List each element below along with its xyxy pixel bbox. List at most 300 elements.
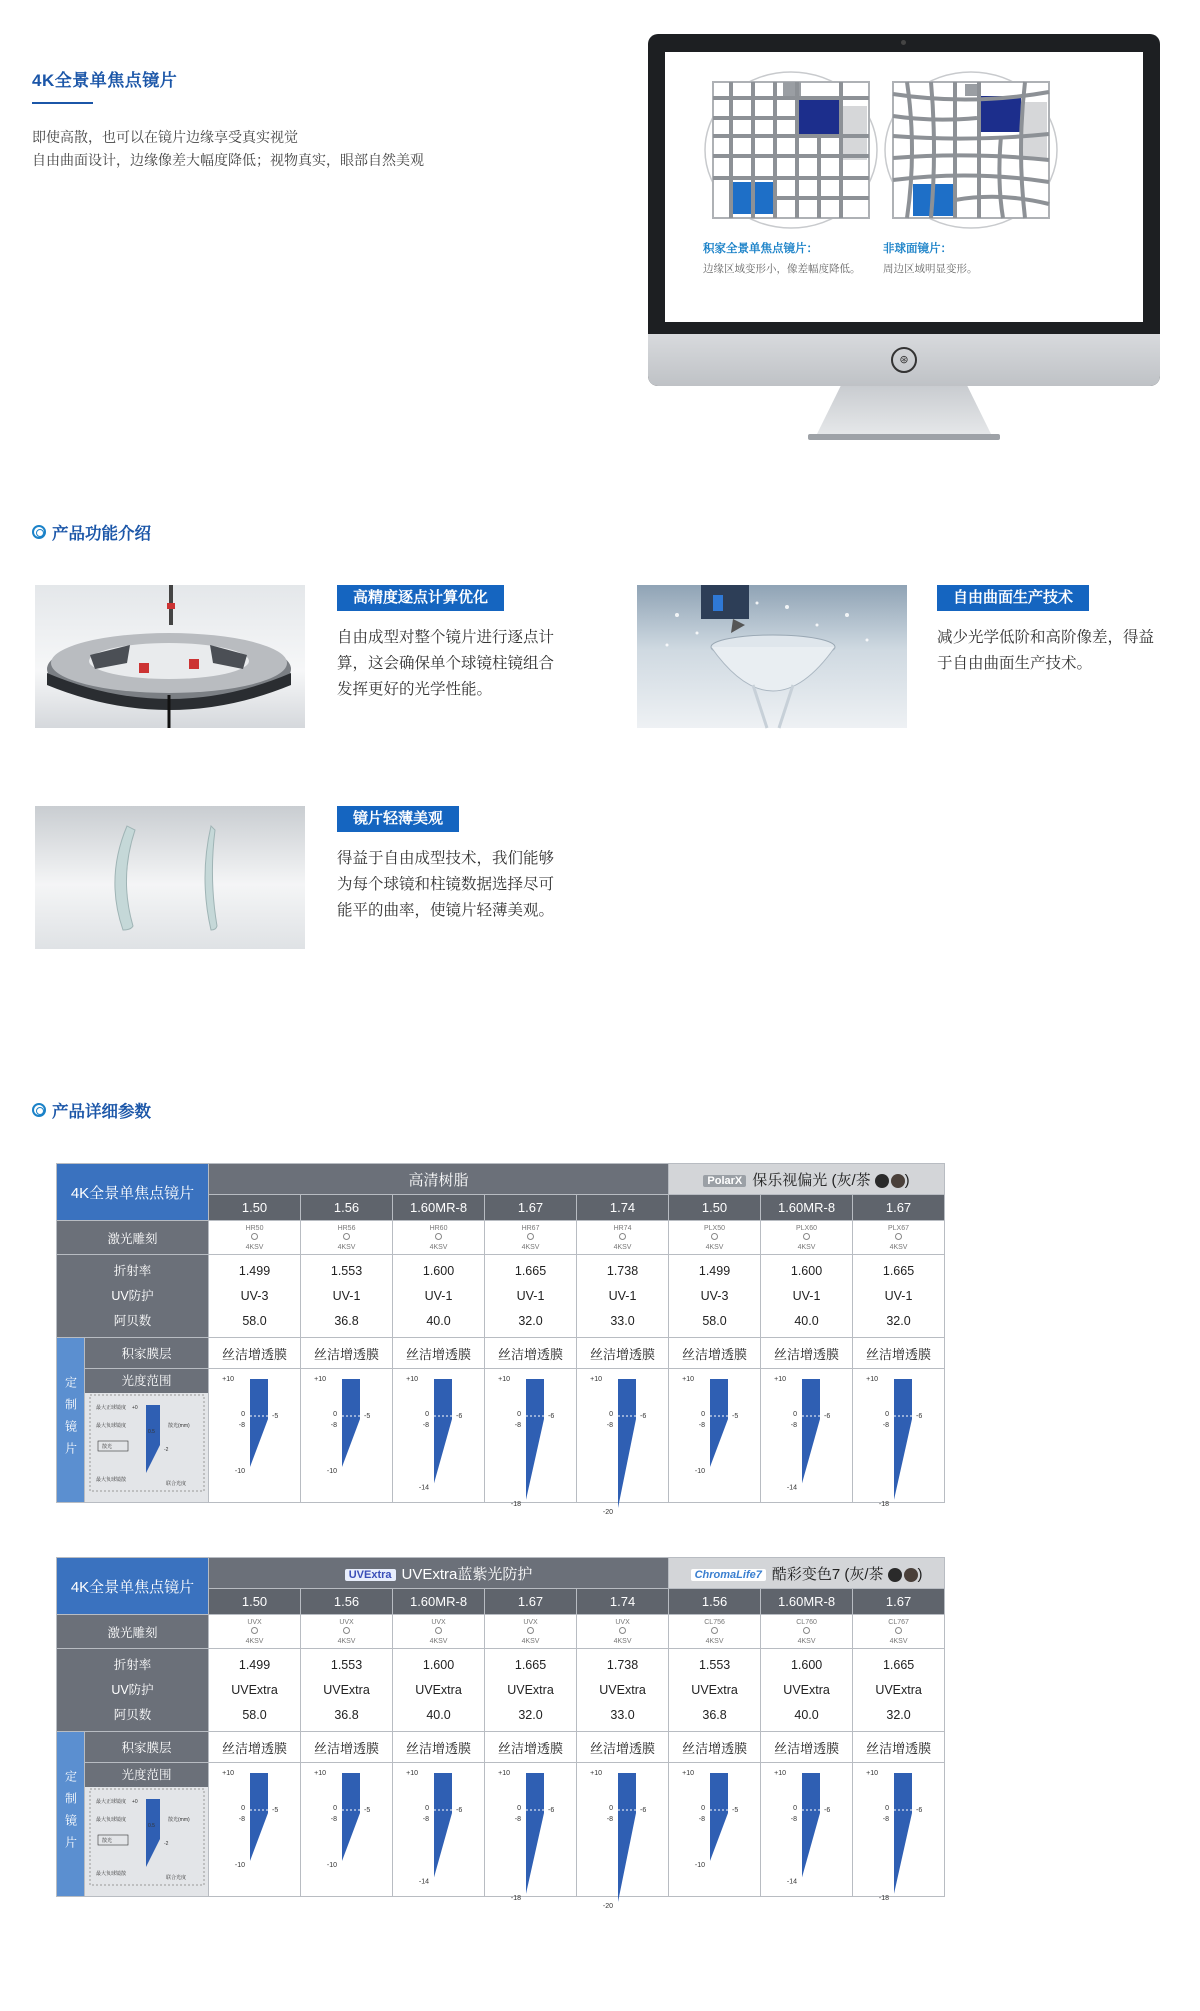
power-range-chart: [212, 1369, 298, 1499]
engrave-mark: [577, 1615, 669, 1649]
engrave-circle-icon: [853, 1233, 944, 1243]
engrave-circle-icon: [393, 1627, 484, 1637]
spec-values: [853, 1649, 945, 1732]
feature-tag-freeform: 自由曲面生产技术: [937, 585, 1089, 611]
power-range-label-bottom: -14: [786, 1878, 797, 1886]
power-range-label-mid: -8: [606, 1816, 613, 1823]
group-header-b-text: 酷彩变色7 (灰/茶: [771, 1565, 884, 1583]
legend-label: 0.5: [147, 1429, 155, 1435]
power-range-label-top: +10: [865, 1376, 878, 1383]
uv-value: UVExtra: [875, 1682, 922, 1697]
power-range-label: 光度范围: [85, 1369, 208, 1393]
refraction-value: 1.553: [698, 1657, 731, 1672]
spec-labels: [57, 1255, 209, 1338]
spec-values: [761, 1255, 853, 1338]
engrave-mark: [393, 1615, 485, 1649]
abbe-value: 58.0: [702, 1313, 727, 1328]
legend-label: -2: [163, 1841, 168, 1847]
engrave-circle-icon: [485, 1233, 576, 1243]
engrave-circle-icon: [485, 1627, 576, 1637]
power-range-label-zero: 0: [516, 1805, 521, 1812]
power-range-cell: [761, 1763, 853, 1897]
power-range-label-bottom: -18: [878, 1500, 889, 1508]
power-range-cell: [669, 1369, 761, 1503]
gray-tint-swatch: [875, 1174, 889, 1188]
engrave-mark: [761, 1221, 853, 1255]
engrave-sub: 4KSV: [889, 1637, 908, 1645]
uv-value: UV-1: [424, 1288, 453, 1303]
engrave-code: CL760: [796, 1618, 817, 1626]
refraction-value: 1.600: [422, 1657, 455, 1672]
legend-label: 最大负球镜散: [95, 1871, 126, 1877]
features-heading-text: 产品功能介绍: [52, 525, 151, 543]
uvextra-logo: UVExtra: [345, 1569, 396, 1581]
engrave-circle-icon: [393, 1233, 484, 1243]
freeform-caption-title: 积家全景单焦点镜片：: [703, 243, 818, 255]
freeform-caption: [703, 240, 861, 276]
feature-tag-thin: 镜片轻薄美观: [337, 806, 459, 832]
feature-image-precision: [35, 585, 305, 728]
abbe-value: 36.8: [334, 1707, 359, 1722]
power-range-label-zero: 0: [884, 1411, 889, 1418]
legend-label: 最大正球镜度: [95, 1799, 126, 1805]
power-range-label-cyl: -5: [271, 1413, 278, 1420]
power-range-chart: [304, 1369, 390, 1499]
power-range-chart: [488, 1369, 574, 1508]
custom-lens-side-label: 定制镜片: [57, 1338, 85, 1503]
hero-line-2: 自由曲面设计，边缘像差大幅度降低；视物真实，眼部自然美观: [32, 152, 424, 168]
power-range-shape: [618, 1379, 636, 1508]
power-range-label-mid: -8: [238, 1422, 245, 1429]
engrave-mark: [853, 1615, 945, 1649]
spec-values: [393, 1255, 485, 1338]
legend-label: 最大正球镜度: [95, 1405, 126, 1411]
power-range-label-zero: 0: [608, 1411, 613, 1418]
power-range-label-top: +10: [865, 1770, 878, 1777]
uv-value: UVExtra: [415, 1682, 462, 1697]
engrave-code: HR50: [245, 1224, 264, 1232]
uv-value: UV-1: [608, 1288, 637, 1303]
group-header-a-text: UVExtra蓝紫光防护: [401, 1565, 533, 1583]
engrave-mark: [301, 1221, 393, 1255]
abbe-value: 40.0: [426, 1313, 451, 1328]
power-range-label-bottom: -18: [510, 1500, 521, 1508]
power-range-label-cyl: -5: [731, 1413, 738, 1420]
power-range-shape: [526, 1379, 544, 1500]
spec-values: [853, 1255, 945, 1338]
coating-value: 丝洁增透膜: [485, 1732, 577, 1763]
engrave-mark: [485, 1221, 577, 1255]
monitor-illustration: [648, 34, 1160, 441]
index-header: 1.50: [209, 1195, 301, 1221]
power-range-label-cyl: -6: [455, 1807, 462, 1814]
engrave-sub: 4KSV: [613, 1637, 632, 1645]
index-header: 1.67: [485, 1195, 577, 1221]
power-range-label-cyl: -5: [363, 1413, 370, 1420]
index-header: 1.74: [577, 1589, 669, 1615]
group-header-b-close: ): [904, 1171, 910, 1189]
index-header: 1.74: [577, 1195, 669, 1221]
power-range-label-bottom: -18: [510, 1894, 521, 1902]
refraction-value: 1.738: [606, 1263, 639, 1278]
coating-value: 丝洁增透膜: [301, 1732, 393, 1763]
custom-lens-side-label: 定制镜片: [57, 1732, 85, 1897]
power-range-label-top: +10: [589, 1770, 602, 1777]
power-range-label-cyl: -5: [731, 1807, 738, 1814]
spec-values: [669, 1255, 761, 1338]
engrave-sub: 4KSV: [429, 1243, 448, 1251]
power-range-shape: [250, 1773, 268, 1861]
abbe-value: 32.0: [518, 1313, 543, 1328]
engrave-code: HR60: [429, 1224, 448, 1232]
coating-value: 丝洁增透膜: [761, 1338, 853, 1369]
group-header-b: [669, 1164, 945, 1195]
abbe-label: 阿贝数: [113, 1707, 152, 1722]
engrave-circle-icon: [577, 1627, 668, 1637]
abbe-value: 32.0: [886, 1707, 911, 1722]
power-range-chart: [764, 1763, 850, 1893]
power-range-shape: [802, 1379, 820, 1483]
abbe-value: 36.8: [334, 1313, 359, 1328]
refraction-value: 1.553: [330, 1657, 363, 1672]
power-range-label-mid: -8: [330, 1422, 337, 1429]
polarx-logo: PolarX: [703, 1175, 746, 1187]
section-ring-icon: [32, 1103, 46, 1117]
power-range-cell: [393, 1763, 485, 1897]
power-range-label-mid: -8: [514, 1816, 521, 1823]
refraction-value: 1.600: [790, 1263, 823, 1278]
power-range-shape: [894, 1773, 912, 1894]
power-range-chart: [764, 1369, 850, 1499]
group-header-b-close: ): [917, 1565, 923, 1583]
index-header: 1.56: [669, 1589, 761, 1615]
power-range-label-bottom: -10: [234, 1862, 245, 1869]
abbe-value: 40.0: [794, 1313, 819, 1328]
legend-label: 0.5: [147, 1823, 155, 1829]
engrave-label: 激光雕刻: [57, 1221, 209, 1255]
engrave-sub: 4KSV: [797, 1243, 816, 1251]
monitor-neck: [816, 386, 992, 436]
group-header-b-text: 保乐视偏光 (灰/茶: [752, 1171, 871, 1189]
power-range-chart: [488, 1763, 574, 1902]
power-range-cell: [577, 1369, 669, 1516]
uv-value: UV-3: [700, 1288, 729, 1303]
engrave-circle-icon: [853, 1627, 944, 1637]
params-heading: [32, 1098, 151, 1122]
power-range-label-cyl: -6: [915, 1807, 922, 1814]
power-range-cell: [209, 1369, 301, 1503]
engrave-circle-icon: [301, 1233, 392, 1243]
engrave-mark: [301, 1615, 393, 1649]
power-range-label-top: +10: [589, 1376, 602, 1383]
group-header-a: 高清树脂: [209, 1164, 669, 1195]
engrave-circle-icon: [209, 1233, 300, 1243]
abbe-value: 32.0: [886, 1313, 911, 1328]
engrave-code: UVX: [615, 1618, 630, 1626]
power-range-label-bottom: -10: [326, 1468, 337, 1475]
power-range-label-zero: 0: [516, 1411, 521, 1418]
spec-values: [577, 1649, 669, 1732]
table-corner-title: 4K全景单焦点镜片: [57, 1164, 209, 1221]
spec-values: [577, 1255, 669, 1338]
feature-image-freeform: [637, 585, 907, 728]
power-range-label-zero: 0: [240, 1411, 245, 1418]
spec-values: [669, 1649, 761, 1732]
power-range-chart: [396, 1369, 482, 1499]
group-header-b: [669, 1558, 945, 1589]
power-range-label-zero: 0: [792, 1411, 797, 1418]
freeform-caption-desc: 边缘区域变形小，像差幅度降低。: [703, 263, 861, 275]
power-range-label-zero: 0: [424, 1805, 429, 1812]
engrave-circle-icon: [669, 1233, 760, 1243]
spec-values: [761, 1649, 853, 1732]
power-range-label-bottom: -20: [602, 1903, 613, 1910]
engrave-circle-icon: [209, 1627, 300, 1637]
hero-description: [32, 126, 424, 172]
power-range-shape: [250, 1379, 268, 1467]
power-range-label-zero: 0: [884, 1805, 889, 1812]
engrave-code: PLX60: [796, 1224, 818, 1232]
uv-label: UV防护: [111, 1682, 154, 1697]
engrave-sub: 4KSV: [705, 1637, 724, 1645]
power-range-label-mid: -8: [422, 1816, 429, 1823]
aspheric-caption-desc: 周边区域明显变形。: [883, 263, 978, 275]
refraction-value: 1.665: [882, 1263, 915, 1278]
power-range-label-mid: -8: [422, 1422, 429, 1429]
spec-values: [301, 1649, 393, 1732]
legend-label: 联合光度: [165, 1481, 186, 1487]
power-range-cell: [301, 1763, 393, 1897]
index-header: 1.60MR-8: [393, 1195, 485, 1221]
uv-value: UVExtra: [783, 1682, 830, 1697]
legend-label: -2: [163, 1447, 168, 1453]
table-corner-title: 4K全景单焦点镜片: [57, 1558, 209, 1615]
power-range-label-zero: 0: [700, 1411, 705, 1418]
engrave-sub: 4KSV: [889, 1243, 908, 1251]
power-range-cell: [669, 1763, 761, 1897]
freeform-lens-grid: [703, 72, 879, 252]
range-legend-diagram: [88, 1393, 206, 1493]
hero-line-1: 即使高散，也可以在镜片边缘享受真实视觉: [32, 129, 298, 145]
power-range-label-mid: -8: [606, 1422, 613, 1429]
power-range-label-top: +10: [681, 1376, 694, 1383]
power-range-label-zero: 0: [792, 1805, 797, 1812]
legend-label: +0: [131, 1405, 138, 1411]
power-range-label-cyl: -6: [547, 1413, 554, 1420]
engrave-code: HR56: [337, 1224, 356, 1232]
coating-value: 丝洁增透膜: [393, 1338, 485, 1369]
uv-value: UVExtra: [599, 1682, 646, 1697]
power-range-chart: [212, 1763, 298, 1893]
power-range-label-top: +10: [773, 1770, 786, 1777]
section-ring-icon: [32, 525, 46, 539]
index-header: 1.50: [209, 1589, 301, 1615]
refraction-value: 1.600: [790, 1657, 823, 1672]
power-range-cell: [209, 1763, 301, 1897]
legend-label: 散光: [101, 1838, 112, 1844]
power-range-label-bottom: -14: [418, 1878, 429, 1886]
coating-value: 丝洁增透膜: [209, 1732, 301, 1763]
power-range-cell: [301, 1369, 393, 1503]
power-range-label-top: +10: [313, 1376, 326, 1383]
legend-label: 散光(mm): [167, 1423, 190, 1429]
power-range-label-mid: -8: [330, 1816, 337, 1823]
power-range-label-cyl: -6: [547, 1807, 554, 1814]
abbe-value: 33.0: [610, 1707, 635, 1722]
engrave-code: CL756: [704, 1618, 725, 1626]
power-range-shape: [618, 1773, 636, 1902]
power-range-label-zero: 0: [240, 1805, 245, 1812]
feature-text-precision: 自由成型对整个镜片进行逐点计算，这会确保单个球镜柱镜组合发挥更好的光学性能。: [337, 629, 555, 698]
refraction-value: 1.665: [514, 1657, 547, 1672]
hero-title: 4K全景单焦点镜片: [32, 71, 178, 90]
legend-label: +0: [131, 1799, 138, 1805]
power-range-label-bottom: -10: [694, 1862, 705, 1869]
index-header: 1.56: [301, 1589, 393, 1615]
power-range-chart: [304, 1763, 390, 1893]
power-range-shape: [710, 1773, 728, 1861]
features-heading: [32, 520, 151, 544]
power-range-label-top: +10: [497, 1770, 510, 1777]
feature-image-thin-lens: [35, 806, 305, 949]
engrave-mark: [761, 1615, 853, 1649]
engrave-mark: [853, 1221, 945, 1255]
power-range-label: 光度范围: [85, 1763, 208, 1787]
power-range-shape: [894, 1379, 912, 1500]
engrave-mark: [393, 1221, 485, 1255]
coating-value: 丝洁增透膜: [393, 1732, 485, 1763]
params-table-2: [56, 1557, 945, 1910]
power-range-shape: [526, 1773, 544, 1894]
spec-values: [209, 1649, 301, 1732]
power-range-label-top: +10: [221, 1376, 234, 1383]
aspheric-caption-title: 非球面镜片：: [883, 243, 952, 255]
engrave-code: HR74: [613, 1224, 632, 1232]
legend-label: 联合光度: [165, 1875, 186, 1881]
monitor-frame: [648, 34, 1160, 386]
engrave-mark: [669, 1615, 761, 1649]
coating-label: 积家膜层: [85, 1338, 209, 1369]
abbe-value: 40.0: [426, 1707, 451, 1722]
power-range-label-top: +10: [221, 1770, 234, 1777]
power-range-label-bottom: -10: [326, 1862, 337, 1869]
power-range-cell: [393, 1369, 485, 1503]
index-header: 1.60MR-8: [393, 1589, 485, 1615]
engrave-circle-icon: [761, 1627, 852, 1637]
engrave-code: UVX: [431, 1618, 446, 1626]
coating-value: 丝洁增透膜: [761, 1732, 853, 1763]
power-range-label-mid: -8: [882, 1816, 889, 1823]
power-range-cell: [485, 1369, 577, 1508]
uv-value: UVExtra: [231, 1682, 278, 1697]
power-range-shape: [802, 1773, 820, 1877]
power-range-chart: [856, 1763, 942, 1902]
power-range-label-mid: -8: [790, 1816, 797, 1823]
engrave-circle-icon: [761, 1233, 852, 1243]
coating-value: 丝洁增透膜: [853, 1732, 945, 1763]
power-range-label-top: +10: [405, 1770, 418, 1777]
index-header: 1.56: [301, 1195, 393, 1221]
power-range-label-cell: [85, 1763, 209, 1897]
index-header: 1.67: [485, 1589, 577, 1615]
spec-values: [209, 1255, 301, 1338]
uv-label: UV防护: [111, 1288, 154, 1303]
engrave-circle-icon: [577, 1233, 668, 1243]
power-range-label-zero: 0: [332, 1805, 337, 1812]
power-range-shape: [342, 1773, 360, 1861]
power-range-label-top: +10: [313, 1770, 326, 1777]
chromalife-logo: ChromaLife7: [691, 1569, 766, 1581]
monitor-screen: [665, 52, 1143, 322]
power-range-label-zero: 0: [700, 1805, 705, 1812]
power-range-label-zero: 0: [332, 1411, 337, 1418]
abbe-value: 58.0: [242, 1707, 267, 1722]
params-heading-text: 产品详细参数: [52, 1103, 151, 1121]
brand-logo-icon: ⊛: [891, 347, 917, 373]
engrave-label: 激光雕刻: [57, 1615, 209, 1649]
coating-label: 积家膜层: [85, 1732, 209, 1763]
refraction-value: 1.499: [238, 1657, 271, 1672]
power-range-label-bottom: -10: [234, 1468, 245, 1475]
refraction-label: 折射率: [113, 1263, 152, 1278]
uv-value: UV-1: [516, 1288, 545, 1303]
power-range-chart: [396, 1763, 482, 1893]
power-range-chart: [580, 1369, 666, 1516]
spec-values: [485, 1255, 577, 1338]
refraction-value: 1.665: [514, 1263, 547, 1278]
power-range-label-top: +10: [405, 1376, 418, 1383]
power-range-chart: [672, 1763, 758, 1893]
engrave-code: HR67: [521, 1224, 540, 1232]
power-range-cell: [853, 1369, 945, 1508]
brown-tint-swatch: [904, 1568, 918, 1582]
engrave-sub: 4KSV: [337, 1637, 356, 1645]
aspheric-caption: [883, 240, 978, 276]
uv-value: UV-3: [240, 1288, 269, 1303]
engrave-sub: 4KSV: [245, 1637, 264, 1645]
engrave-code: CL767: [888, 1618, 909, 1626]
engrave-mark: [209, 1221, 301, 1255]
engrave-circle-icon: [301, 1627, 392, 1637]
uv-value: UVExtra: [507, 1682, 554, 1697]
coating-value: 丝洁增透膜: [209, 1338, 301, 1369]
feature-text-freeform: 减少光学低阶和高阶像差，得益于自由曲面生产技术。: [937, 629, 1155, 672]
coating-value: 丝洁增透膜: [669, 1338, 761, 1369]
aspheric-lens-grid: [883, 72, 1059, 252]
power-range-label-bottom: -20: [602, 1509, 613, 1516]
spec-labels: [57, 1649, 209, 1732]
refraction-label: 折射率: [113, 1657, 152, 1672]
params-table-1: [56, 1163, 945, 1516]
engrave-sub: 4KSV: [705, 1243, 724, 1251]
power-range-chart: [580, 1763, 666, 1910]
power-range-label-mid: -8: [698, 1422, 705, 1429]
engrave-code: PLX50: [704, 1224, 726, 1232]
uv-value: UVExtra: [323, 1682, 370, 1697]
refraction-value: 1.553: [330, 1263, 363, 1278]
refraction-value: 1.600: [422, 1263, 455, 1278]
power-range-label-cyl: -6: [639, 1807, 646, 1814]
abbe-value: 58.0: [242, 1313, 267, 1328]
uv-value: UV-1: [884, 1288, 913, 1303]
engrave-code: UVX: [339, 1618, 354, 1626]
engrave-sub: 4KSV: [521, 1243, 540, 1251]
legend-label: 最大负球镜度: [95, 1817, 126, 1823]
power-range-label-top: +10: [497, 1376, 510, 1383]
abbe-value: 33.0: [610, 1313, 635, 1328]
power-range-shape: [434, 1773, 452, 1877]
power-range-label-mid: -8: [882, 1422, 889, 1429]
